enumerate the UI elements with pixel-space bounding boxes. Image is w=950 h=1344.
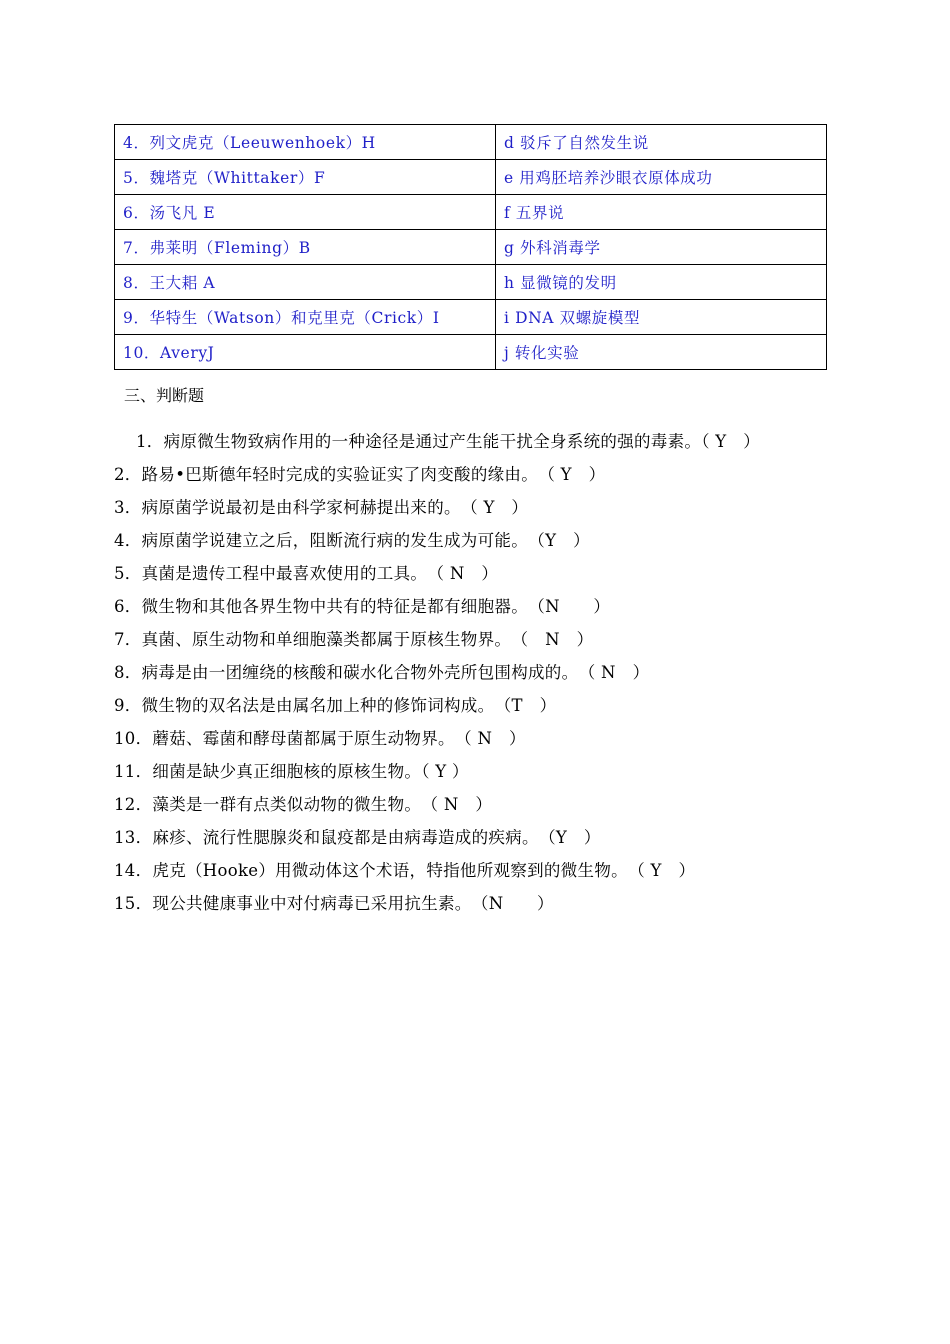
table-cell-achievement: j 转化实验	[496, 335, 827, 370]
question-item: 9．微生物的双名法是由属名加上种的修饰词构成。 （T ）	[114, 696, 557, 715]
question-item: 8．病毒是由一团缠绕的核酸和碳水化合物外壳所包围构成的。 （ N ）	[114, 663, 650, 682]
table-row	[115, 230, 827, 265]
question-item: 7．真菌、原生动物和单细胞藻类都属于原核生物界。 （ N ）	[114, 630, 594, 649]
question-item: 6．微生物和其他各界生物中共有的特征是都有细胞器。 （N ）	[114, 597, 611, 616]
table-cell-achievement: h 显微镜的发明	[496, 265, 827, 300]
question-item: 5．真菌是遗传工程中最喜欢使用的工具。 （ N ）	[114, 564, 499, 583]
section-title: 三、判断题	[124, 386, 205, 405]
table-cell-person: 4．列文虎克（Leeuwenhoek）H	[115, 125, 496, 160]
table-cell-person: 7．弗莱明（Fleming）B	[115, 230, 496, 265]
table-row	[115, 125, 827, 160]
table-cell-achievement: i DNA 双螺旋模型	[496, 300, 827, 335]
question-item: 15．现公共健康事业中对付病毒已采用抗生素。 （N ）	[114, 894, 554, 913]
question-item: 11．细菌是缺少真正细胞核的原核生物。（ Y ）	[114, 762, 469, 781]
question-item: 12．藻类是一群有点类似动物的微生物。 （ N ）	[114, 795, 493, 814]
table-cell-achievement: e 用鸡胚培养沙眼衣原体成功	[496, 160, 827, 195]
table-row	[115, 160, 827, 195]
question-item: 2．路易•巴斯德年轻时完成的实验证实了肉变酸的缘由。 （ Y ）	[114, 465, 606, 484]
question-item: 3．病原菌学说最初是由科学家柯赫提出来的。 （ Y ）	[114, 498, 529, 517]
table-cell-person: 9．华特生（Watson）和克里克（Crick）I	[115, 300, 496, 335]
table-row	[115, 265, 827, 300]
table-cell-person: 8．王大耜 A	[115, 265, 496, 300]
table-cell-person: 10．AveryJ	[115, 335, 496, 370]
table-row	[115, 195, 827, 230]
question-item: 10．蘑菇、霉菌和酵母菌都属于原生动物界。 （ N ）	[114, 729, 526, 748]
question-item: 4．病原菌学说建立之后，阻断流行病的发生成为可能。 （Y ）	[114, 531, 590, 550]
table-row	[115, 300, 827, 335]
question-item: 1．病原微生物致病作用的一种途径是通过产生能干扰全身系统的强的毒素。（ Y ）	[136, 432, 761, 451]
table-cell-person: 6．汤飞凡 E	[115, 195, 496, 230]
question-item: 13．麻疹、流行性腮腺炎和鼠疫都是由病毒造成的疾病。 （Y ）	[114, 828, 601, 847]
table-cell-achievement: g 外科消毒学	[496, 230, 827, 265]
table-row	[115, 335, 827, 370]
matching-table	[114, 124, 827, 370]
table-cell-person: 5．魏塔克（Whittaker）F	[115, 160, 496, 195]
table-cell-achievement: d 驳斥了自然发生说	[496, 125, 827, 160]
table-cell-achievement: f 五界说	[496, 195, 827, 230]
question-item: 14．虎克（Hooke）用微动体这个术语，特指他所观察到的微生物。 （ Y ）	[114, 861, 696, 880]
true-false-question-list	[114, 428, 760, 923]
